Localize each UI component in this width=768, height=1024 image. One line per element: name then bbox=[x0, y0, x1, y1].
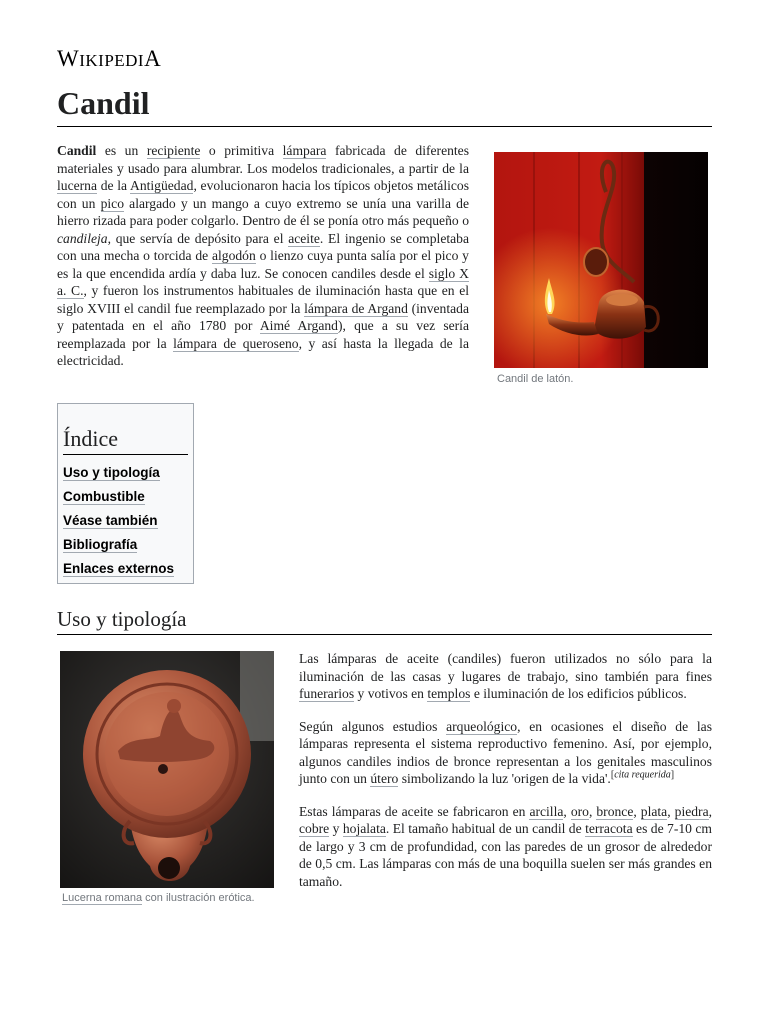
toc-item-vease-tambien[interactable] bbox=[63, 509, 188, 533]
section-body bbox=[299, 650, 712, 905]
lead-paragraph bbox=[57, 142, 469, 370]
link-aime-argand[interactable]: Aimé Argand bbox=[259, 318, 338, 333]
link-hojalata[interactable]: hojalata bbox=[342, 821, 386, 836]
lead-text: de la bbox=[97, 178, 131, 193]
toc-item-label: Enlaces externos bbox=[63, 561, 175, 576]
lead-text: fabricada de diferentes materiales y usado para alumbrar. Los modelos tradicionales, a partir de la bbox=[57, 143, 469, 176]
link-lampara[interactable]: lámpara bbox=[282, 143, 327, 158]
link-lucerna[interactable]: lucerna bbox=[57, 178, 97, 193]
link-aceite[interactable]: aceite bbox=[288, 230, 320, 246]
toc-item-uso-y-tipologia[interactable] bbox=[63, 461, 188, 485]
lead-text: es un bbox=[96, 143, 147, 158]
link-bronce[interactable]: bronce bbox=[596, 803, 634, 819]
link-funerarios[interactable]: funerarios bbox=[299, 686, 355, 701]
separator: , bbox=[667, 803, 675, 819]
paragraph-text: e iluminación de los edificios públicos. bbox=[470, 686, 687, 701]
paragraph-text: simbolizando la luz 'origen de la vida'. bbox=[398, 771, 611, 786]
link-lampara-de-queroseno[interactable]: lámpara de queroseno bbox=[173, 335, 299, 351]
caption-text: con ilustración erótica. bbox=[142, 892, 255, 904]
lead-text: alargado y un mango a cuyo extremo se unía una varilla de hierro rizada para poder colgarlo. Dentro de él se ponía otro más pequeño o bbox=[57, 195, 469, 228]
page-title: Candil bbox=[57, 84, 712, 127]
toc-title: Índice bbox=[63, 424, 188, 455]
paragraph-text: es de 7-10 cm de largo y 3 cm de profundidad, con las paredes de un grosor de alrededor de 0,5 cm. Las lámparas con más de una boquilla suelen ser más grandes en tamaño. bbox=[299, 821, 712, 889]
paragraph-text: Estas lámparas de aceite se fabricaron en bbox=[299, 803, 530, 819]
paragraph-materiales bbox=[299, 803, 712, 891]
toc-item-label: Combustible bbox=[63, 489, 145, 504]
figure-caption: Candil de latón. bbox=[497, 373, 574, 385]
wordmark-final: A bbox=[144, 46, 162, 71]
paragraph-simbolismo bbox=[299, 718, 712, 788]
citation-needed-label: cita requerida bbox=[614, 769, 671, 781]
link-siglo-x-ac[interactable]: siglo X a. C. bbox=[57, 265, 469, 298]
wordmark-middle: IKIPEDI bbox=[79, 51, 145, 70]
link-oro[interactable]: oro bbox=[570, 803, 589, 819]
link-lampara-de-argand[interactable]: lámpara de Argand bbox=[304, 300, 408, 316]
figure-lucerna-romana bbox=[60, 651, 274, 906]
citation-needed[interactable]: [cita requerida] bbox=[610, 769, 675, 781]
table-of-contents bbox=[57, 403, 194, 584]
link-plata[interactable]: plata bbox=[640, 803, 668, 819]
paragraph-text: y votivos en bbox=[354, 686, 428, 701]
link-algodon[interactable]: algodón bbox=[211, 248, 256, 263]
lead-text: , evolucionaron hacia los típicos objetos metálicos con un bbox=[57, 178, 469, 211]
separator: , bbox=[633, 803, 641, 819]
separator: , bbox=[588, 803, 597, 819]
separator: y bbox=[329, 821, 343, 836]
paragraph-usos bbox=[299, 650, 712, 703]
paragraph-text: , en ocasiones el diseño de las lámparas representa el sistema reproductivo femenino. Así, por ejemplo, algunos candiles indios de bronce representan a los genitales masculinos junto con un bbox=[299, 718, 712, 786]
link-arqueologico[interactable]: arqueológico bbox=[446, 718, 518, 734]
lead-text: . El ingenio se completaba con una mecha o torcida de bbox=[57, 230, 470, 263]
section-heading-uso-y-tipologia: Uso y tipología bbox=[57, 605, 712, 635]
lead-text: , y así hasta la llegada de la electricidad. bbox=[57, 335, 469, 368]
separator: , bbox=[708, 803, 713, 819]
lead-text: , que servía de depósito para el bbox=[107, 230, 289, 246]
term-candileja: candileja bbox=[57, 230, 108, 246]
toc-item-label: Véase también bbox=[63, 513, 158, 528]
link-recipiente[interactable]: recipiente bbox=[146, 143, 201, 158]
paragraph-text: Las lámparas de aceite (candiles) fueron utilizados no sólo para la iluminación de las casas y lugares de trabajo, sino también para fines bbox=[299, 651, 712, 684]
link-arcilla[interactable]: arcilla bbox=[529, 803, 564, 819]
figure-caption bbox=[60, 890, 274, 906]
figure-candil-laton bbox=[494, 152, 708, 387]
toc-item-label: Uso y tipología bbox=[63, 465, 160, 480]
link-templos[interactable]: templos bbox=[427, 686, 471, 701]
link-antiguedad[interactable]: Antigüedad bbox=[130, 178, 194, 193]
lead-text: , y fueron los instrumentos habituales de iluminación hasta que en el siglo XVIII el candil fue reemplazado por la bbox=[57, 283, 470, 316]
paragraph-text: . El tamaño habitual de un candil de bbox=[385, 821, 586, 836]
link-pico[interactable]: pico bbox=[100, 195, 124, 211]
toc-item-bibliografia[interactable] bbox=[63, 533, 188, 557]
lead-text: ), que a su vez sería reemplazada por la bbox=[57, 318, 469, 351]
lead-text: o lienzo cuya punta salía por el pico y es la que encendida ardía y daba luz. Se conocen candiles desde el bbox=[57, 248, 469, 281]
link-terracota[interactable]: terracota bbox=[585, 821, 633, 836]
candil-laton-image[interactable] bbox=[494, 152, 708, 368]
link-utero[interactable]: útero bbox=[370, 771, 399, 786]
link-lucerna-romana[interactable]: Lucerna romana bbox=[62, 892, 143, 904]
toc-item-combustible[interactable] bbox=[63, 485, 188, 509]
wikipedia-wordmark[interactable] bbox=[57, 46, 161, 72]
separator: , bbox=[563, 803, 571, 819]
lucerna-romana-image[interactable] bbox=[60, 651, 274, 888]
toc-item-enlaces-externos[interactable] bbox=[63, 557, 188, 581]
link-cobre[interactable]: cobre bbox=[299, 821, 330, 836]
lead-term: Candil bbox=[57, 143, 97, 158]
wordmark-initial: W bbox=[57, 46, 80, 71]
lead-text: o primitiva bbox=[200, 143, 283, 158]
paragraph-text: Según algunos estudios bbox=[299, 718, 447, 734]
link-piedra[interactable]: piedra bbox=[674, 803, 709, 819]
lead-text: (inventada y patentada en el año 1780 por bbox=[57, 300, 469, 333]
toc-item-label: Bibliografía bbox=[63, 537, 138, 552]
